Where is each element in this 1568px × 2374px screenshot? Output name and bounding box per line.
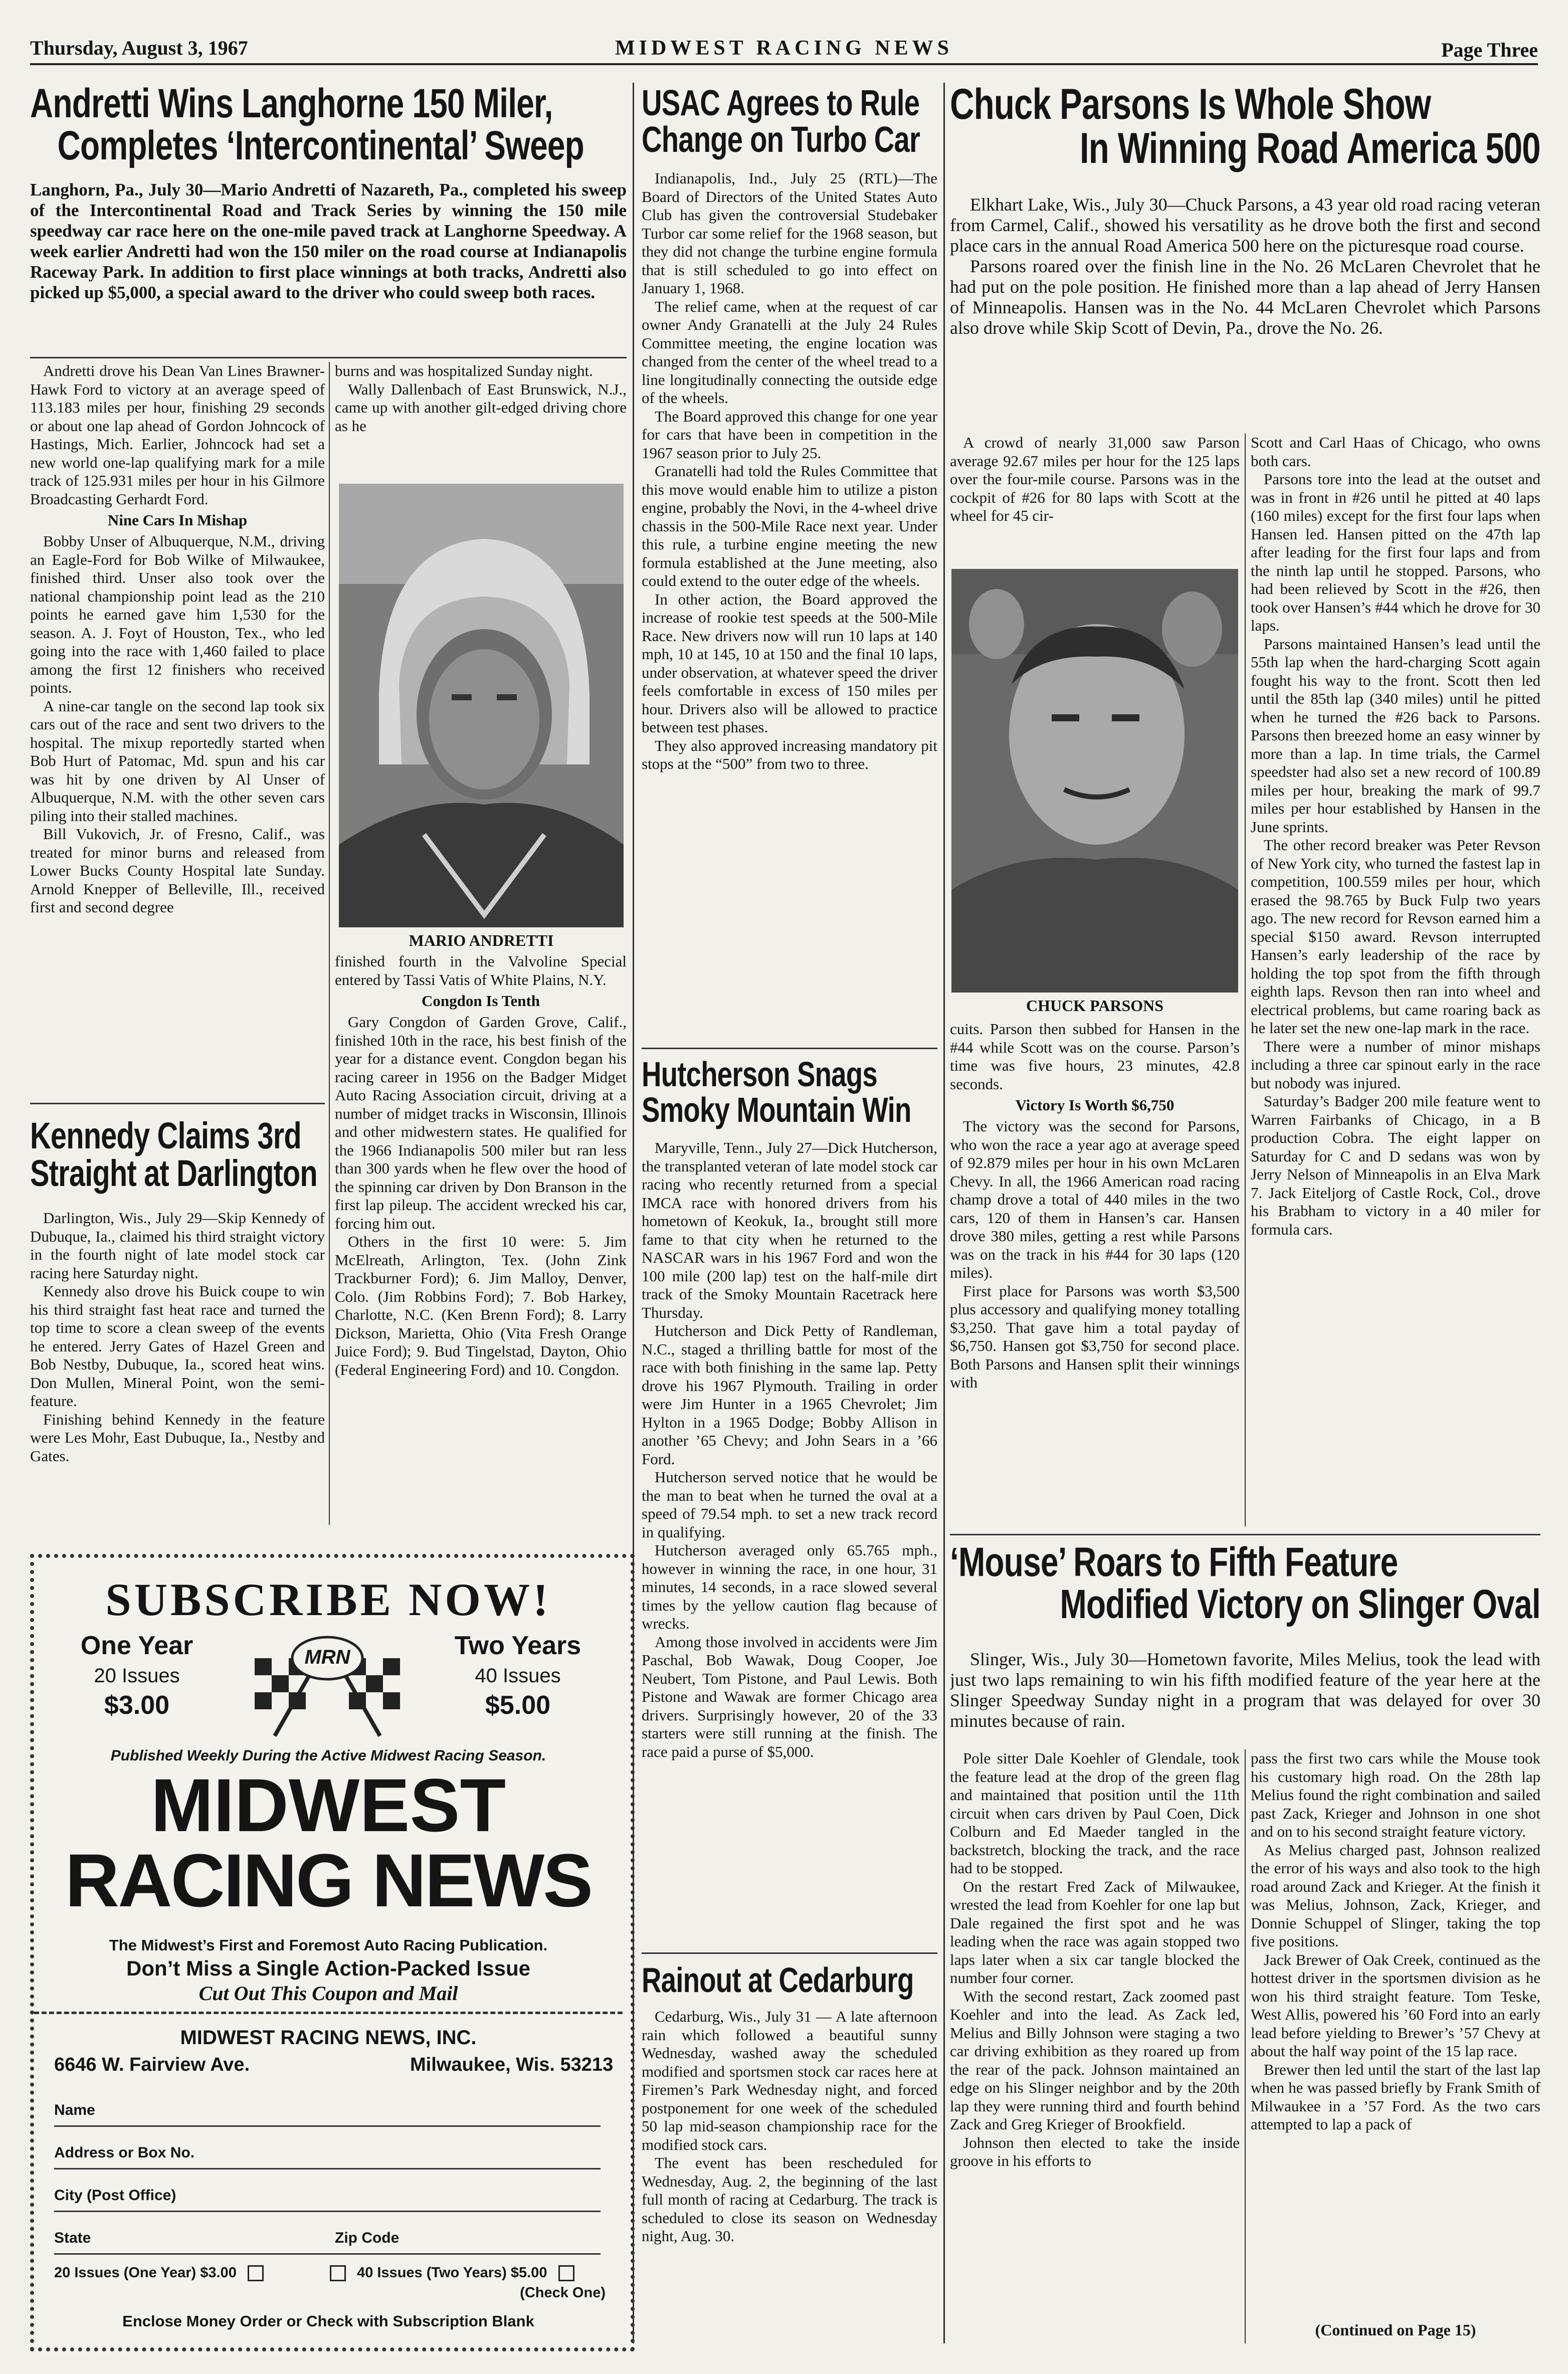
paragraph: cuits. Parson then subbed for Hansen in the #44 while Scott was on the course. Parson’s time was five hours, 23 minutes, 42.8 seconds. <box>950 1020 1240 1093</box>
paragraph: Andretti drove his Dean Van Lines Brawner-Hawk Ford to victory at an average speed of 113.183 miles per hour, finishing 29 seconds or about one lap ahead of Gordon Johncock of Hastings, Mich. Earlier, Johncock had set a new world one-lap qualifying mark for a mile track of 125.931 miles per hour in his Gilmore Broadcasting Gerhardt Ford. <box>30 362 325 508</box>
paragraph: Elkhart Lake, Wis., July 30—Chuck Parsons, a 43 year old road racing veteran from Carmel, Calif., showed his versatility as he drove both the first and second place cars in the annual Road America 500 here on the picturesque road course. <box>950 194 1540 256</box>
paragraph: In other action, the Board approved the increase of rookie test speeds at the 500-Mile Race. New drivers now will run 10 laps at 140 mph, 10 at 145, 10 at 150 and the final 10 laps, under observation, at whatever speed the driver feels comfortable in excess of 150 miles per hour. Drivers also will be allowed to practice between test phases. <box>642 590 937 736</box>
paragraph: Brewer then led until the start of the last lap when he was passed briefly by Frank Smith of Milwaukee in a ’57 Ford. As the two cars attempted to lap a pack of <box>1251 2060 1540 2133</box>
paragraph: Parsons tore into the lead at the outset and was in front in #26 until he pitted at 40 laps (160 miles) except for the first four laps when Hansen led. Hansen pitted on the 47th lap after leading for the first four laps and from the ninth lap until he stopped. Parsons, who had been relieved by Scott in the #26, then took over Hansen’s #44 which he drove for 30 laps. <box>1251 470 1540 634</box>
parsons-column-1-top <box>950 434 1240 566</box>
paragraph: First place for Parsons was worth $3,500 plus accessory and qualifying money totalling $3,250. That gave him a total payday of $6,750. Hansen got $3,750 for second place. Both Parsons and Hansen split their winnings with <box>950 1282 1240 1391</box>
kennedy-headline: Kennedy Claims 3rd Straight at Darlington <box>30 1117 317 1195</box>
paragraph: Hutcherson and Dick Petty of Randleman, N.C., staged a thrilling battle for most of the race with both finishing in the same lap. Petty drove his 1967 Plymouth. Trailing in order were Jim Hunter in a 1965 Chevrolet; Jim Hylton in a 1965 Dodge; Bobby Allison in another ’65 Chevy; and John Sears in a ’66 Ford. <box>642 1322 937 1468</box>
paragraph: Parsons roared over the finish line in the No. 26 McLaren Chevrolet that he had put on the pole position. He finished more than a lap ahead of Jerry Hansen of Minneapolis. Hansen was in the No. 44 McLaren Chevrolet which Parsons also drove while Skip Scott of Devin, Pa., drove the No. 26. <box>950 256 1540 338</box>
paragraph: Jack Brewer of Oak Creek, continued as the hottest driver in the sportsmen division as he won his third straight feature. Tom Teske, West Allis, powered his ’60 Ford into an early lead before yielding to Brewer’s ’57 Chevy at about the half way point of the 15 lap race. <box>1251 1950 1540 2060</box>
paragraph: There were a number of minor mishaps including a three car spinout early in the race but nobody was injured. <box>1251 1037 1540 1092</box>
masthead-racing-news: RACING NEWS <box>65 1843 592 1918</box>
paragraph: Granatelli had told the Rules Committee that this move would enable him to utilize a piston engine, probably the Novi, in the 4-wheel drive chassis in the 500-Mile Race next year. Under this rule, a turbine engine meeting the new formula established at the June meeting, also could extend to the outer edge of the wheels. <box>642 462 937 589</box>
paragraph: On the restart Fred Zack of Milwaukee, wrested the lead from Koehler for one lap but Dale regained the first spot and he was leading when the race was again stopped two laps later when a six car tangle blocked the number four corner. <box>950 1877 1240 1987</box>
name-field[interactable]: Name <box>54 2102 601 2127</box>
issue-date: Thursday, August 3, 1967 <box>30 37 248 59</box>
usac-headline: USAC Agrees to Rule Change on Turbo Car <box>642 85 920 160</box>
parsons-photo-caption: CHUCK PARSONS <box>1026 997 1164 1015</box>
paragraph: Hutcherson averaged only 65.765 mph., however in winning the race, in one hour, 31 minutes, 14 seconds, in a race slowed several times by the yellow caution flag because of wrecks. <box>642 1541 937 1632</box>
paragraph: Saturday’s Badger 200 mile feature went to Warren Fairbanks of Chicago, in a B production Cobra. The eight lapper on Saturday for C and D sedans was won by Jerry Nelson of Minneapolis in an Elva Mark 7. Jack Eiteljorg of Castle Rock, Col., drove his Brabham to victory in a 40 miler for formula cars. <box>1251 1092 1540 1238</box>
cut-line <box>34 2012 623 2014</box>
paragraph: The Board approved this change for one year for cars that have been in competition in the 1967 season prior to July 25. <box>642 407 937 462</box>
paragraph: burns and was hospitalized Sunday night. <box>335 362 593 379</box>
column-rule <box>329 362 330 1525</box>
coupon-miss: Don’t Miss a Single Action-Packed Issue <box>126 1956 530 1980</box>
subhead: Nine Cars In Mishap <box>107 511 248 529</box>
paper-name: MIDWEST RACING NEWS <box>615 37 953 60</box>
checkbox-two-years-left[interactable] <box>330 2265 346 2281</box>
rainout-headline: Rainout at Cedarburg <box>642 1962 914 2000</box>
address-field[interactable]: Address or Box No. <box>54 2144 601 2169</box>
paragraph: Indianapolis, Ind., July 25 (RTL)—The Board of Directors of the United States Auto Club has given the controversial Studebaker Turbor car some relief for the 1968 season, but they did not change the turbine engine formula that is still scheduled to go into effect on January 1, 1968. <box>642 169 937 297</box>
paragraph: With the second restart, Zack zoomed past Koehler and into the lead. As Zack led, Melius and Billy Johnson were staging a two car driving exhibition as they roared up from the rear of the pack. Johnson maintained an edge on his Slinger neighbor and by the 20th lap they were running third and fourth behind Zack and Greg Krieger of Brookfield. <box>950 1987 1240 2133</box>
paragraph: Johnson then elected to take the inside groove in his efforts to <box>950 2133 1240 2169</box>
paragraph: Bill Vukovich, Jr. of Fresno, Calif., was treated for minor burns and released from Lower Bucks County Hospital late Sunday. Arnold Knepper of Belleville, Ill., received first and second degree <box>30 825 325 916</box>
paragraph: A nine-car tangle on the second lap took six cars out of the race and sent two drivers to the hospital. The mixup reportedly started when Bob Hurt of Patomac, Md. spun and his car was hit by one driven by Al Unser of Albuquerque, N.M. with the other seven cars piling into their stalled machines. <box>30 697 325 825</box>
publisher-name: MIDWEST RACING NEWS, INC. <box>180 2027 477 2049</box>
paragraph: Darlington, Wis., July 29—Skip Kennedy of Dubuque, Ia., claimed his third straight victory in the fourth night of late model stock car racing here Saturday night. <box>30 1209 325 1282</box>
checkered-flag-logo <box>245 1628 410 1743</box>
andretti-photo-caption: MARIO ANDRETTI <box>409 931 554 949</box>
checkbox-two-years[interactable] <box>558 2265 574 2281</box>
paragraph: The victory was the second for Parsons, who won the race a year ago at average speed of 92.879 miles per hour in his own McLaren Chevy. In all, the 1966 American road racing champ drove a total of 440 miles in the two cars, 120 of them in Hansen’s car. Hansen drove 380 miles, getting a rest while Parsons was on the track in his #44 for 30 laps (120 miles). <box>950 1117 1240 1281</box>
check-one-note: (Check One) <box>520 2285 606 2301</box>
parsons-lead <box>950 194 1540 430</box>
mouse-column-1 <box>950 1749 1240 2343</box>
column-rule <box>1245 1749 1246 2343</box>
paragraph: Scott and Carl Haas of Chicago, who owns both cars. <box>1251 434 1540 470</box>
andretti-column-2-top <box>335 362 627 482</box>
subscribe-title: SUBSCRIBE NOW! <box>105 1574 551 1625</box>
rainout-body <box>642 2008 937 2343</box>
page-number: Page Three <box>1441 39 1538 61</box>
parsons-column-1 <box>950 1020 1240 1511</box>
one-year-offer: One Year 20 Issues $3.00 <box>80 1631 193 1720</box>
paragraph: Others in the first 10 were: 5. Jim McElreath, Arlington, Tex. (John Zink Trackburner Ford); 6. Jim Malloy, Denver, Colo. (Jim Robbins Ford); 7. Bob Harkey, Charlotte, N.C. (Ken Brenn Ford); 8. Larry Dickson, Marietta, Ohio (Vita Fresh Orange Juice Ford); 9. Bud Tingelstad, Dayton, Ohio (Federal Engineering Ford) and 10. Congdon. <box>335 1233 627 1378</box>
option-one-year[interactable]: 20 Issues (One Year) $3.00 <box>54 2265 264 2281</box>
column-rule <box>943 83 945 2343</box>
paragraph: finished fourth in the Valvoline Special entered by Tassi Vatis of White Plains, N.Y. <box>335 952 627 988</box>
parsons-column-2 <box>1251 434 1540 1526</box>
hutcherson-body <box>642 1139 937 1943</box>
paragraph: Gary Congdon of Garden Grove, Calif., finished 10th in the race, his best finish of the year for a distance event. Congdon began his racing career in 1956 on the Badger Midget Auto Racing Association circuit, driving at a number of midget tracks in Wisconsin, Illinois and other midwestern states. He qualified for the 1966 Indianapolis 500 miler but ran less than 300 yards when he flew over the hood of the spinning car driven by Don Branson in the first lap pileup. The accident wrecked his car, forcing him out. <box>335 1013 627 1232</box>
page-header <box>30 33 1538 65</box>
paragraph: As Melius charged past, Johnson realized the error of his ways and also took to the high road around Zack and Krieger. At the finish it was Melius, Johnson, Zack, Krieger, and Donnie Schuppel of Slinger, taking the top five positions. <box>1251 1841 1540 1950</box>
paragraph: Wally Dallenbach of East Brunswick, N.J., came up with another gilt-edged driving chore as he <box>335 380 627 435</box>
paragraph: Cedarburg, Wis., July 31 — A late afternoon rain which followed a beautiful sunny Wednesday, washed away the scheduled modified and sportsmen stock car races here at Firemen’s Park Wednesday night, and forced postponement for one week of the scheduled 50 lap mid-season championship race for the modified stock cars. <box>642 2008 937 2153</box>
subscription-coupon <box>30 1554 635 2351</box>
option-two-years[interactable]: 40 Issues (Two Years) $5.00 <box>330 2265 574 2281</box>
paragraph: Parsons maintained Hansen’s lead until the 55th lap when the hard-charging Scott again fought his way to the front. Scott then led until the 85th lap (340 miles) until he pitted when he turned the #26 back to Parsons. Parsons then breezed home an easy winner by more than a lap. In time trials, the Carmel speedster had also set a new record of 100.89 miles per hour, breaking the mark of 99.7 miles per hour established by Hansen in the June sprints. <box>1251 635 1540 836</box>
paragraph: Hutcherson served notice that he would be the man to beat when he turned the oval at a speed of 79.54 mph. to set a new track record in qualifying. <box>642 1468 937 1541</box>
andretti-lead: Langhorn, Pa., July 30—Mario Andretti of Nazareth, Pa., completed his sweep of the Intercontinental Road and Track Series by winning the 150 mile speedway car race here on the one-mile paved track at Langhorne Speedway. A week earlier Andretti had won the 150 miler on the road course at Indianapolis Raceway Park. In addition to first place winnings at both tracks, Andretti also picked up $5,000, a special award to the driver who could sweep both races. <box>30 180 627 302</box>
coupon-strapline: The Midwest’s First and Foremost Auto Racing Publication. <box>109 1936 548 1954</box>
paragraph: The relief came, when at the request of car owner Andy Granatelli at the July 24 Rules Committee meeting, the engine location was changed from the center of the wheel tread to a line longitudinally connecting the outside edge of the wheels. <box>642 297 937 407</box>
coupon-tagline: Published Weekly During the Active Midwest Racing Season. <box>110 1747 546 1764</box>
column-rule <box>633 83 634 2343</box>
mouse-lead: Slinger, Wis., July 30—Hometown favorite, Miles Melius, took the lead with just two laps remaining to win his fifth modified feature of the year here at the Slinger Speedway Sunday night in a program that was delayed for over 30 minutes because of rain. <box>950 1649 1540 1731</box>
usac-body <box>642 169 937 1037</box>
parsons-headline: Chuck Parsons Is Whole Show In Winning Road America 500 <box>950 83 1540 172</box>
state-field[interactable]: State <box>54 2230 335 2255</box>
divider <box>642 1048 937 1049</box>
chuck-parsons-photo <box>951 569 1238 993</box>
divider <box>30 1103 325 1104</box>
coupon-cut: Cut Out This Coupon and Mail <box>199 1982 458 2005</box>
andretti-column-2 <box>335 952 627 1529</box>
publisher-street: 6646 W. Fairview Ave. <box>54 2054 250 2075</box>
mouse-headline: ‘Mouse’ Roars to Fifth Feature Modified Victory on Slinger Oval <box>950 1541 1540 1627</box>
enclose-note: Enclose Money Order or Check with Subscription Blank <box>122 2312 534 2330</box>
paragraph: Among those involved in accidents were Jim Paschal, Bob Wawak, Doug Cooper, Joe Neubert, Tom Pistone, and Paul Lewis. Both Pistone and Wawak are former Chicago area drivers. Surprisingly however, 20 of the 33 starters were still running at the finish. The race paid a purse of $5,000. <box>642 1633 937 1760</box>
continued-link[interactable]: (Continued on Page 15) <box>1315 2321 1476 2339</box>
city-field[interactable]: City (Post Office) <box>54 2187 601 2212</box>
paragraph: The other record breaker was Peter Revson of New York city, who turned the fastest lap in competition, 100.559 miles per hour, which erased the 98.765 by Buck Fulp two years ago. The new record for Revson earned him a special $150 award. Revson interrupted Hansen’s early leadership of the race by holding the top spot from the fifth through eighth laps. Revson then ran into wheel and electrical problems, but came roaring back as he later set the new one-lap mark in the race. <box>1251 836 1540 1037</box>
subhead: Victory Is Worth $6,750 <box>1015 1096 1174 1114</box>
paragraph: Pole sitter Dale Koehler of Glendale, took the feature lead at the drop of the green flag and maintained that position until the 11th circuit when cars driven by Paul Coen, Dick Colburn and Ed Maeder tangled in the backstretch, blocking the track, and the race had to be stopped. <box>950 1749 1240 1877</box>
paragraph: Finishing behind Kennedy in the feature were Les Mohr, East Dubuque, Ia., Nestby and Gates. <box>30 1410 325 1465</box>
paragraph: A crowd of nearly 31,000 saw Parson average 92.67 miles per hour for the 125 laps over the four-mile course. Parsons was in the cockpit of #26 for 80 laps with Scott at the wheel for 45 cir- <box>950 434 1240 524</box>
andretti-headline: Andretti Wins Langhorne 150 Miler, Completes ‘Intercontinental’ Sweep <box>30 83 584 168</box>
checkbox-one-year[interactable] <box>248 2265 264 2281</box>
hutcherson-headline: Hutcherson Snags Smoky Mountain Win <box>642 1057 911 1130</box>
zip-field[interactable]: Zip Code <box>335 2230 601 2255</box>
divider <box>642 1952 937 1954</box>
kennedy-body <box>30 1209 325 1530</box>
paragraph: They also approved increasing mandatory pit stops at the “500” from two to three. <box>642 736 937 772</box>
paragraph: Kennedy also drove his Buick coupe to win his third straight fast heat race and turned the top time to score a clean sweep of the events he entered. Jerry Gates of Hazel Green and Bob Nestby, Dubuque, Ia., scored heat wins. Don Mullen, Mineral Point, won the semi-feature. <box>30 1282 325 1410</box>
two-year-offer: Two Years 40 Issues $5.00 <box>454 1631 581 1720</box>
column-rule <box>1245 434 1246 1526</box>
mouse-column-2 <box>1251 1749 1540 2316</box>
publisher-city: Milwaukee, Wis. 53213 <box>410 2054 614 2075</box>
mario-andretti-photo <box>339 484 624 927</box>
paragraph: Maryville, Tenn., July 27—Dick Hutcherson, the transplanted veteran of late model stock car racing who recently returned from a special IMCA race with honored drivers from his hometown of Keokuk, Ia., brought still more fame to that city when he returned to the NASCAR wars in his 1967 Ford and won the 100 mile (200 lap) test on the half-mile dirt track of the Smoky Mountain Racetrack here Thursday. <box>642 1139 937 1321</box>
divider <box>950 1534 1540 1535</box>
subhead: Congdon Is Tenth <box>421 992 540 1010</box>
masthead-midwest: MIDWEST <box>150 1767 506 1843</box>
paragraph: The event has been rescheduled for Wednesday, Aug. 2, the beginning of the last full month of racing at Cedarburg. The track is scheduled to close its season on Wednesday night, Aug. 30. <box>642 2154 937 2245</box>
divider <box>30 357 627 358</box>
paragraph: Bobby Unser of Albuquerque, N.M., driving an Eagle-Ford for Bob Wilke of Milwaukee, finished third. Unser also took over the national championship point lead as the 210 points he earned gave him 1,530 for the season. A. J. Foyt of Houston, Tex., who led going into the race with 1,460 failed to place among the first 12 finishers who received points. <box>30 532 325 696</box>
andretti-column-1 <box>30 362 325 1121</box>
logo-text: MRN <box>304 1646 350 1668</box>
paragraph: pass the first two cars while the Mouse took his customary high road. On the 28th lap Melius found the right combination and sailed past Zack, Krieger and Johnson in one shot and on to his second straight feature victory. <box>1251 1749 1540 1840</box>
